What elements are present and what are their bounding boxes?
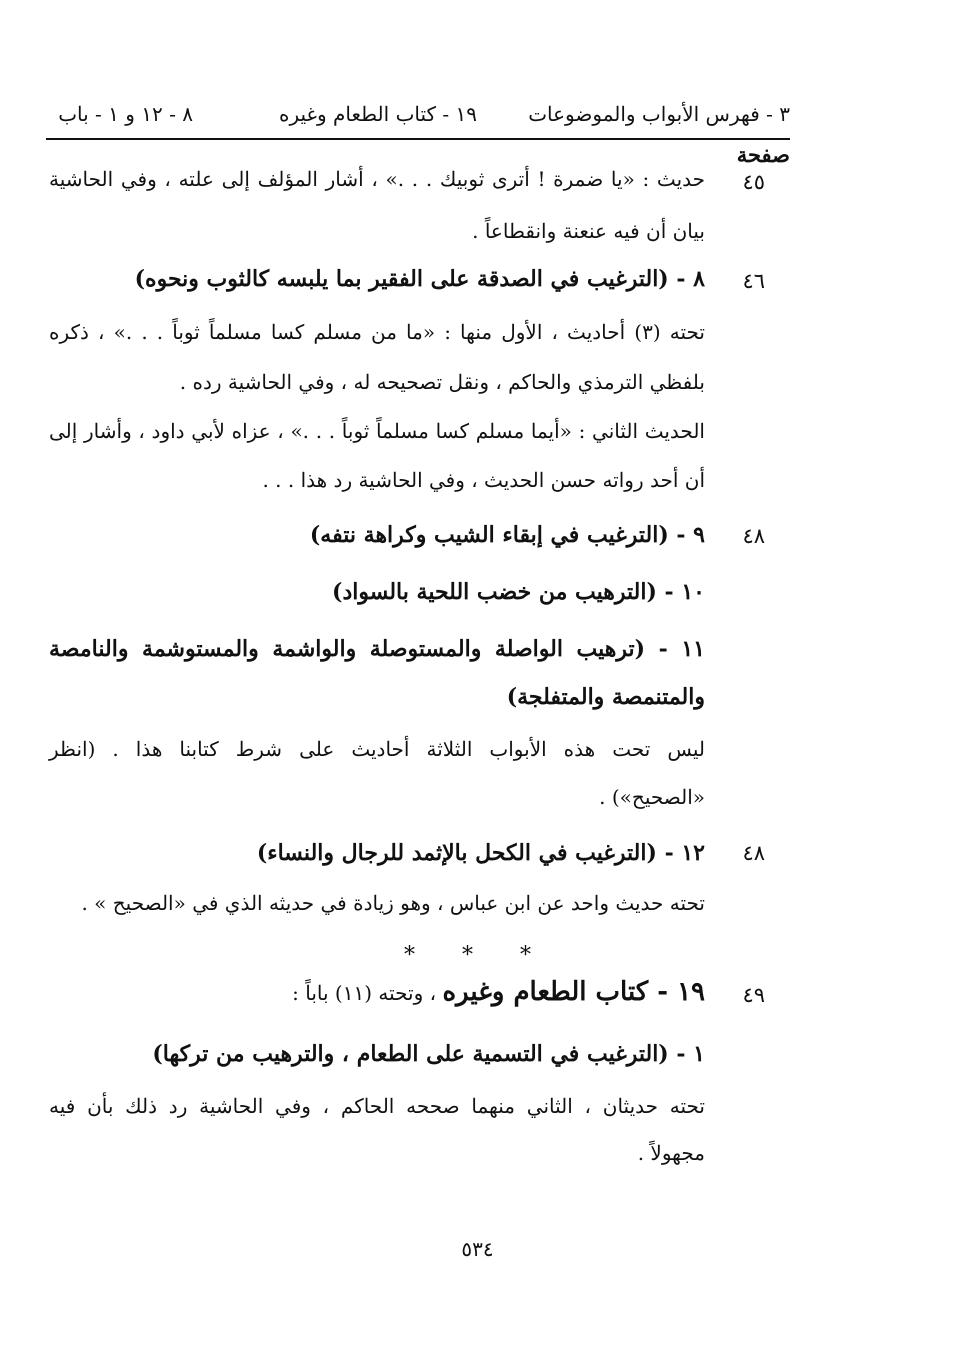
page-number: ٤٨: [742, 841, 765, 865]
book-subtitle: ، وتحته (١١) باباً :: [292, 981, 443, 1005]
chapter-heading: والمتنمصة والمتفلجة): [506, 684, 705, 710]
entry-text: حديث : «يا ضمرة ! أترى ثوبيك . . .» ، أشار المؤلف إلى علته ، وفي الحاشية: [49, 167, 705, 191]
page-number: ٤٨: [742, 524, 765, 548]
chapter-heading: ١ - (الترغيب في التسمية على الطعام ، والترهيب من تركها): [152, 1041, 705, 1067]
book-title: ١٩ - كتاب الطعام وغيره: [442, 977, 705, 1007]
entry-text: الحديث الثاني : «أيما مسلم كسا مسلماً ثوباً . . .» ، عزاه لأبي داود ، وأشار إلى: [49, 419, 705, 443]
page-number: ٤٦: [742, 269, 765, 293]
header-book-title: ١٩ - كتاب الطعام وغيره: [279, 102, 477, 126]
entry-text: ليس تحت هذه الأبواب الثلاثة أحاديث على شرط كتابنا هذا . (انظر: [49, 737, 705, 761]
page-number: ٤٥: [742, 170, 765, 194]
entry-text: بيان أن فيه عنعنة وانقطاعاً .: [472, 219, 705, 243]
entry-text: «الصحيح») .: [599, 785, 705, 809]
chapter-heading: ٨ - (الترغيب في الصدقة على الفقير بما يلبسه كالثوب ونحوه): [134, 266, 705, 292]
header-rule: [46, 138, 790, 140]
entry-text: تحته (٣) أحاديث ، الأول منها : «ما من مسلم كسا مسلماً ثوباً . . .» ، ذكره: [49, 320, 705, 344]
entry-text: أن أحد رواته حسن الحديث ، وفي الحاشية رد هذا . . .: [262, 468, 705, 492]
page-footer-number: ٥٣٤: [461, 1237, 494, 1261]
entry-text: مجهولاً .: [637, 1141, 705, 1165]
header-section-title: ٣ - فهرس الأبواب والموضوعات: [528, 102, 790, 126]
entry-text: تحته حديثان ، الثاني منهما صححه الحاكم ، وفي الحاشية رد ذلك بأن فيه: [49, 1094, 705, 1118]
section-divider-stars: * * *: [404, 943, 551, 968]
entry-text: بلفظي الترمذي والحاكم ، ونقل تصحيحه له ، وفي الحاشية رده .: [179, 370, 705, 394]
chapter-heading: ٩ - (الترغيب في إبقاء الشيب وكراهة نتفه): [309, 522, 705, 548]
chapter-heading: ١٠ - (الترهيب من خضب اللحية بالسواد): [332, 579, 705, 605]
page-column-heading: صفحة: [736, 142, 790, 167]
header-chapter-range: ٨ - ١٢ و ١ - باب: [58, 102, 193, 126]
book-heading: [292, 979, 705, 1006]
entry-text: تحته حديث واحد عن ابن عباس ، وهو زيادة في حديثه الذي في «الصحيح » .: [81, 891, 705, 915]
chapter-heading: ١١ - (ترهيب الواصلة والمستوصلة والواشمة والمستوشمة والنامصة: [49, 636, 705, 662]
chapter-heading: ١٢ - (الترغيب في الكحل بالإثمد للرجال والنساء): [256, 840, 705, 866]
page-number: ٤٩: [742, 983, 765, 1007]
